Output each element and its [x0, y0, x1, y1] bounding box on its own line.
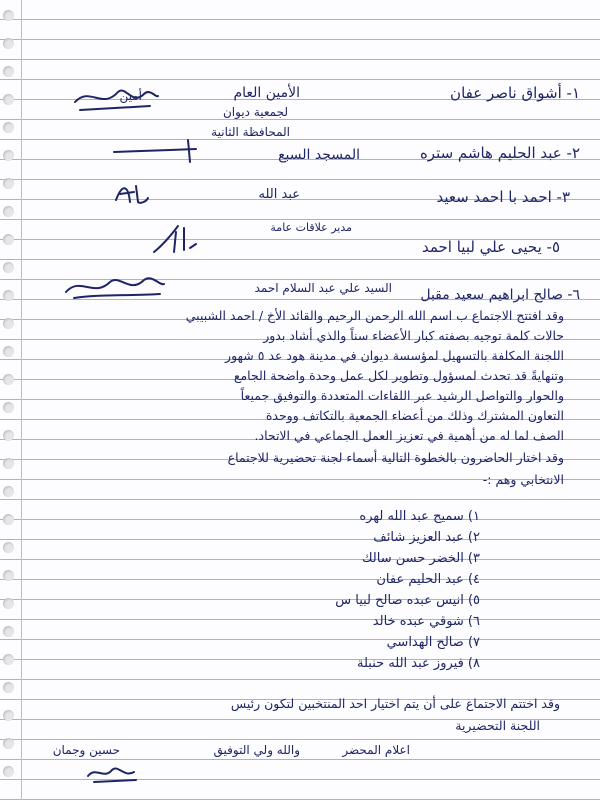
member-1-note: أمين: [119, 89, 142, 103]
body-line-5: والحوار والتواصل الرشيد عبر اللقاءات المتعددة والتوفيق جميعاً: [240, 388, 564, 403]
committee-member-1: ١) سميح عبد الله لهره: [359, 509, 480, 524]
committee-member-8: ٨) فيروز عبد الله حنبلة: [357, 656, 480, 671]
signature-1: [70, 80, 160, 116]
member-5: ٥- يحيى علي لبيا احمد: [421, 238, 560, 256]
member-1: ١- أشواق ناصر عفان: [450, 84, 580, 102]
body-line-2: حالات كلمة توجيه بصفته كبار الأعضاء سناً والذي أشاد بدور: [263, 328, 564, 343]
body-line-4: وتنهايةً قد تحدث لمسؤول وتطوير لكل عمل وحدة واضحة الجامع: [233, 368, 564, 383]
committee-member-6: ٦) شوقي عبده خالد: [372, 614, 480, 629]
footer-minutes-label: اعلام المحضر: [342, 743, 410, 757]
closing-line-2: اللجنة التحضيرية: [455, 718, 540, 733]
signature-2: [110, 136, 200, 166]
committee-member-2: ٢) عبد العزيز شائف: [373, 530, 480, 545]
committee-member-3: ٣) الخضر حسن سالك: [361, 551, 480, 566]
member-2-note: المسجد السبع: [278, 147, 360, 163]
signature-5: [60, 266, 170, 304]
member-3-note: عبد الله: [258, 187, 300, 202]
header-title: الأمين العام: [233, 85, 300, 101]
body-line-9: الانتخابي وهم :-: [482, 472, 564, 487]
member-6: ٦- صالح ابراهيم سعيد مقبل: [420, 287, 580, 303]
header-governorate: المحافظة الثانية: [211, 125, 290, 139]
member-6-note: السيد علي عبد السلام احمد: [254, 281, 392, 295]
signature-3: [112, 180, 152, 208]
footer-signer: حسين وجمان: [52, 743, 120, 757]
member-5-note: مدير علاقات عامة: [270, 221, 352, 234]
body-line-3: اللجنة المكلفة بالتسهيل لمؤسسة ديوان في مدينة هود عد ٥ شهور: [225, 348, 564, 363]
committee-member-7: ٧) صالح الهداسي: [386, 635, 480, 650]
body-line-1: وقد افتتح الاجتماع ب اسم الله الرحمن الرحيم والقائد الأخ / احمد الشبيبي: [185, 308, 564, 323]
footer-signature: [84, 758, 144, 786]
member-2: ٢- عبد الحليم هاشم ستره: [419, 144, 580, 162]
committee-member-4: ٤) عبد الحليم عفان: [376, 572, 480, 587]
signature-4: [150, 222, 200, 258]
footer-closing: والله ولي التوفيق: [213, 743, 300, 757]
body-line-7: الصف لما له من أهمية في تعزيز العمل الجماعي في الاتحاد.: [254, 428, 564, 443]
header-association: لجمعية ديوان: [222, 105, 288, 119]
committee-member-5: ٥) انيس عبده صالح لبيا س: [335, 593, 480, 608]
closing-line-1: وقد اختتم الاجتماع على أن يتم اختيار احد المنتخبين لتكون رئيس: [230, 696, 560, 711]
body-line-8: وقد اختار الحاضرون بالخطوة التالية أسماء لجنة تحضيرية للاجتماع: [227, 450, 564, 465]
body-line-6: التعاون المشترك وذلك من أعضاء الجمعية بالتكاتف ووحدة: [265, 408, 564, 423]
member-3: ٣- احمد با احمد سعيد: [436, 188, 570, 206]
